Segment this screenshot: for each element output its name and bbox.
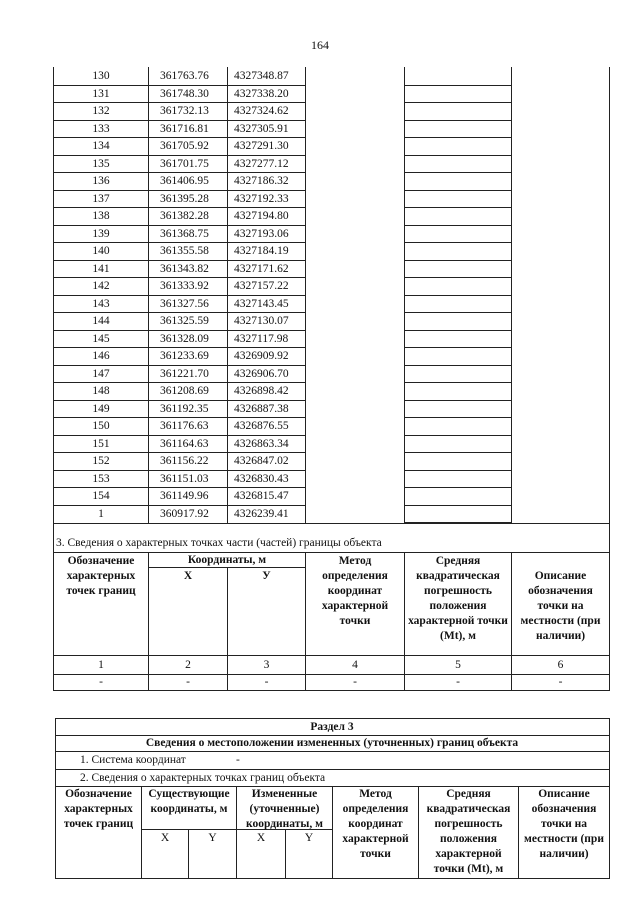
coord-x: 361701.75	[160, 158, 209, 170]
coord-x: 361716.81	[160, 123, 209, 135]
section3-col-designation: Обозначение характерных точек границ	[66, 555, 136, 597]
point-number: 131	[92, 88, 110, 100]
point-number: 132	[92, 105, 110, 117]
point-number: 148	[92, 385, 110, 397]
razdel3-title: Раздел 3	[310, 721, 354, 733]
section3-col-x: X	[183, 570, 193, 582]
coord-y: 4326815.47	[234, 490, 289, 502]
coord-x: 361149.96	[160, 490, 209, 502]
coord-x: 361732.13	[160, 105, 209, 117]
coord-x: 361333.92	[160, 280, 209, 292]
coordinate-system-value: -	[236, 754, 240, 766]
coord-x: 361233.69	[160, 350, 209, 362]
coord-y: 4327171.62	[234, 263, 289, 275]
point-number: 136	[92, 175, 110, 187]
point-number: 130	[92, 70, 110, 82]
section3-title: 3. Сведения о характерных точках части (частей) границы объекта	[56, 537, 382, 549]
coord-x: 361327.56	[160, 298, 209, 310]
point-number: 142	[92, 280, 110, 292]
coord-y: 4327117.98	[234, 333, 289, 345]
coord-x: 361368.75	[160, 228, 209, 240]
coord-y: 4327348.87	[234, 70, 289, 82]
razdel3-col-method: Метод определения координат характерной точки	[342, 788, 409, 860]
coord-y: 4326863.34	[234, 438, 289, 450]
coord-y: 4326876.55	[234, 420, 289, 432]
point-number: 141	[92, 263, 110, 275]
empty-value: -	[353, 676, 357, 688]
coord-x: 361355.58	[160, 245, 209, 257]
point-number: 151	[92, 438, 110, 450]
coord-y: 4327291.30	[234, 140, 289, 152]
point-number: 146	[92, 350, 110, 362]
point-number: 143	[92, 298, 110, 310]
coord-x: 360917.92	[160, 508, 209, 520]
page-number: 164	[311, 38, 329, 52]
section3-col-error: Средняя квадратическая погрешность положения характерной точки (Mt), м	[408, 555, 508, 642]
section3-col-coords: Координаты, м	[187, 554, 267, 566]
empty-value: -	[186, 676, 190, 688]
razdel3-col-error: Средняя квадратическая погрешность положения характерной точки (Mt), м	[426, 788, 511, 875]
coord-y: 4327130.07	[234, 315, 289, 327]
point-number: 152	[92, 455, 110, 467]
coord-x: 361328.09	[160, 333, 209, 345]
coord-x: 361343.82	[160, 263, 209, 275]
coord-y: 4327277.12	[234, 158, 289, 170]
point-number: 134	[92, 140, 110, 152]
razdel3-col-changed: Измененные (уточненные) координаты, м	[246, 788, 323, 830]
coord-x: 361221.70	[160, 368, 209, 380]
coord-y: 4327324.62	[234, 105, 289, 117]
empty-value: -	[456, 676, 460, 688]
coord-y: 4327157.22	[234, 280, 289, 292]
coord-y: 4327184.19	[234, 245, 289, 257]
column-number: 4	[352, 659, 358, 671]
coord-y: 4326847.02	[234, 455, 289, 467]
coord-x: 361176.63	[160, 420, 209, 432]
coord-x: 361164.63	[160, 438, 209, 450]
point-number: 138	[92, 210, 110, 222]
characteristic-points-label: 2. Сведения о характерных точках границ объекта	[80, 772, 326, 784]
point-number: 149	[92, 403, 110, 415]
point-number: 147	[92, 368, 110, 380]
razdel3-col-designation: Обозначение характерных точек границ	[63, 788, 134, 830]
column-number: 1	[98, 659, 104, 671]
razdel3-col-desc: Описание обозначения точки на местности (при наличии)	[524, 788, 604, 860]
coord-y: 4327305.91	[234, 123, 289, 135]
empty-value: -	[558, 676, 563, 688]
coord-x: 361705.92	[160, 140, 209, 152]
coord-y: 4326909.92	[234, 350, 289, 362]
point-number: 144	[92, 315, 110, 327]
coord-y: 4327194.80	[234, 210, 289, 222]
column-number: 6	[557, 659, 564, 671]
coord-y: 4326906.70	[234, 368, 289, 380]
column-number: 3	[263, 659, 270, 671]
coord-y: 4327143.45	[234, 298, 289, 310]
coord-y: 4326830.43	[234, 473, 289, 485]
razdel3-col-x-changed: X	[256, 832, 266, 844]
coord-x: 361395.28	[160, 193, 209, 205]
coord-x: 361763.76	[160, 70, 209, 82]
coord-x: 361325.59	[160, 315, 209, 327]
razdel3-col-y-changed: Y	[304, 832, 314, 844]
point-number: 145	[92, 333, 110, 345]
coord-x: 361156.22	[160, 455, 209, 467]
coord-x: 361382.28	[160, 210, 209, 222]
coord-x: 361748.30	[160, 88, 209, 100]
coord-y: 4327193.06	[234, 228, 289, 240]
empty-value: -	[264, 676, 269, 688]
point-number: 153	[92, 473, 110, 485]
coord-y: 4326898.42	[234, 385, 289, 397]
coord-y: 4327192.33	[234, 193, 289, 205]
razdel3-col-existing: Существующие координаты, м	[148, 788, 230, 815]
point-number: 140	[92, 245, 110, 257]
coord-x: 361151.03	[160, 473, 209, 485]
coord-y: 4327338.20	[234, 88, 289, 100]
razdel3-subtitle: Сведения о местоположении измененных (уточненных) границ объекта	[145, 737, 519, 749]
point-number: 1	[98, 508, 104, 520]
column-number: 5	[455, 659, 461, 671]
coord-y: 4326239.41	[234, 508, 289, 520]
empty-value: -	[99, 676, 103, 688]
coord-x: 361406.95	[160, 175, 209, 187]
point-number: 154	[92, 490, 110, 502]
coord-x: 361192.35	[160, 403, 209, 415]
point-number: 135	[92, 158, 110, 170]
point-number: 133	[92, 123, 110, 135]
section3-col-method: Метод определения координат характерной точки	[321, 555, 389, 627]
point-number: 137	[92, 193, 110, 205]
coord-y: 4326887.38	[234, 403, 289, 415]
coord-y: 4327186.32	[234, 175, 289, 187]
section3-col-desc: Описание обозначения точки на местности (при наличии)	[520, 570, 601, 642]
point-number: 150	[92, 420, 110, 432]
coordinate-system-label: 1. Система координат	[80, 754, 186, 766]
coord-x: 361208.69	[160, 385, 209, 397]
column-number: 2	[185, 659, 191, 671]
razdel3-col-y-existing: Y	[208, 832, 217, 844]
point-number: 139	[92, 228, 110, 240]
section3-col-y: У	[262, 570, 271, 582]
razdel3-col-x-existing: X	[160, 832, 170, 844]
